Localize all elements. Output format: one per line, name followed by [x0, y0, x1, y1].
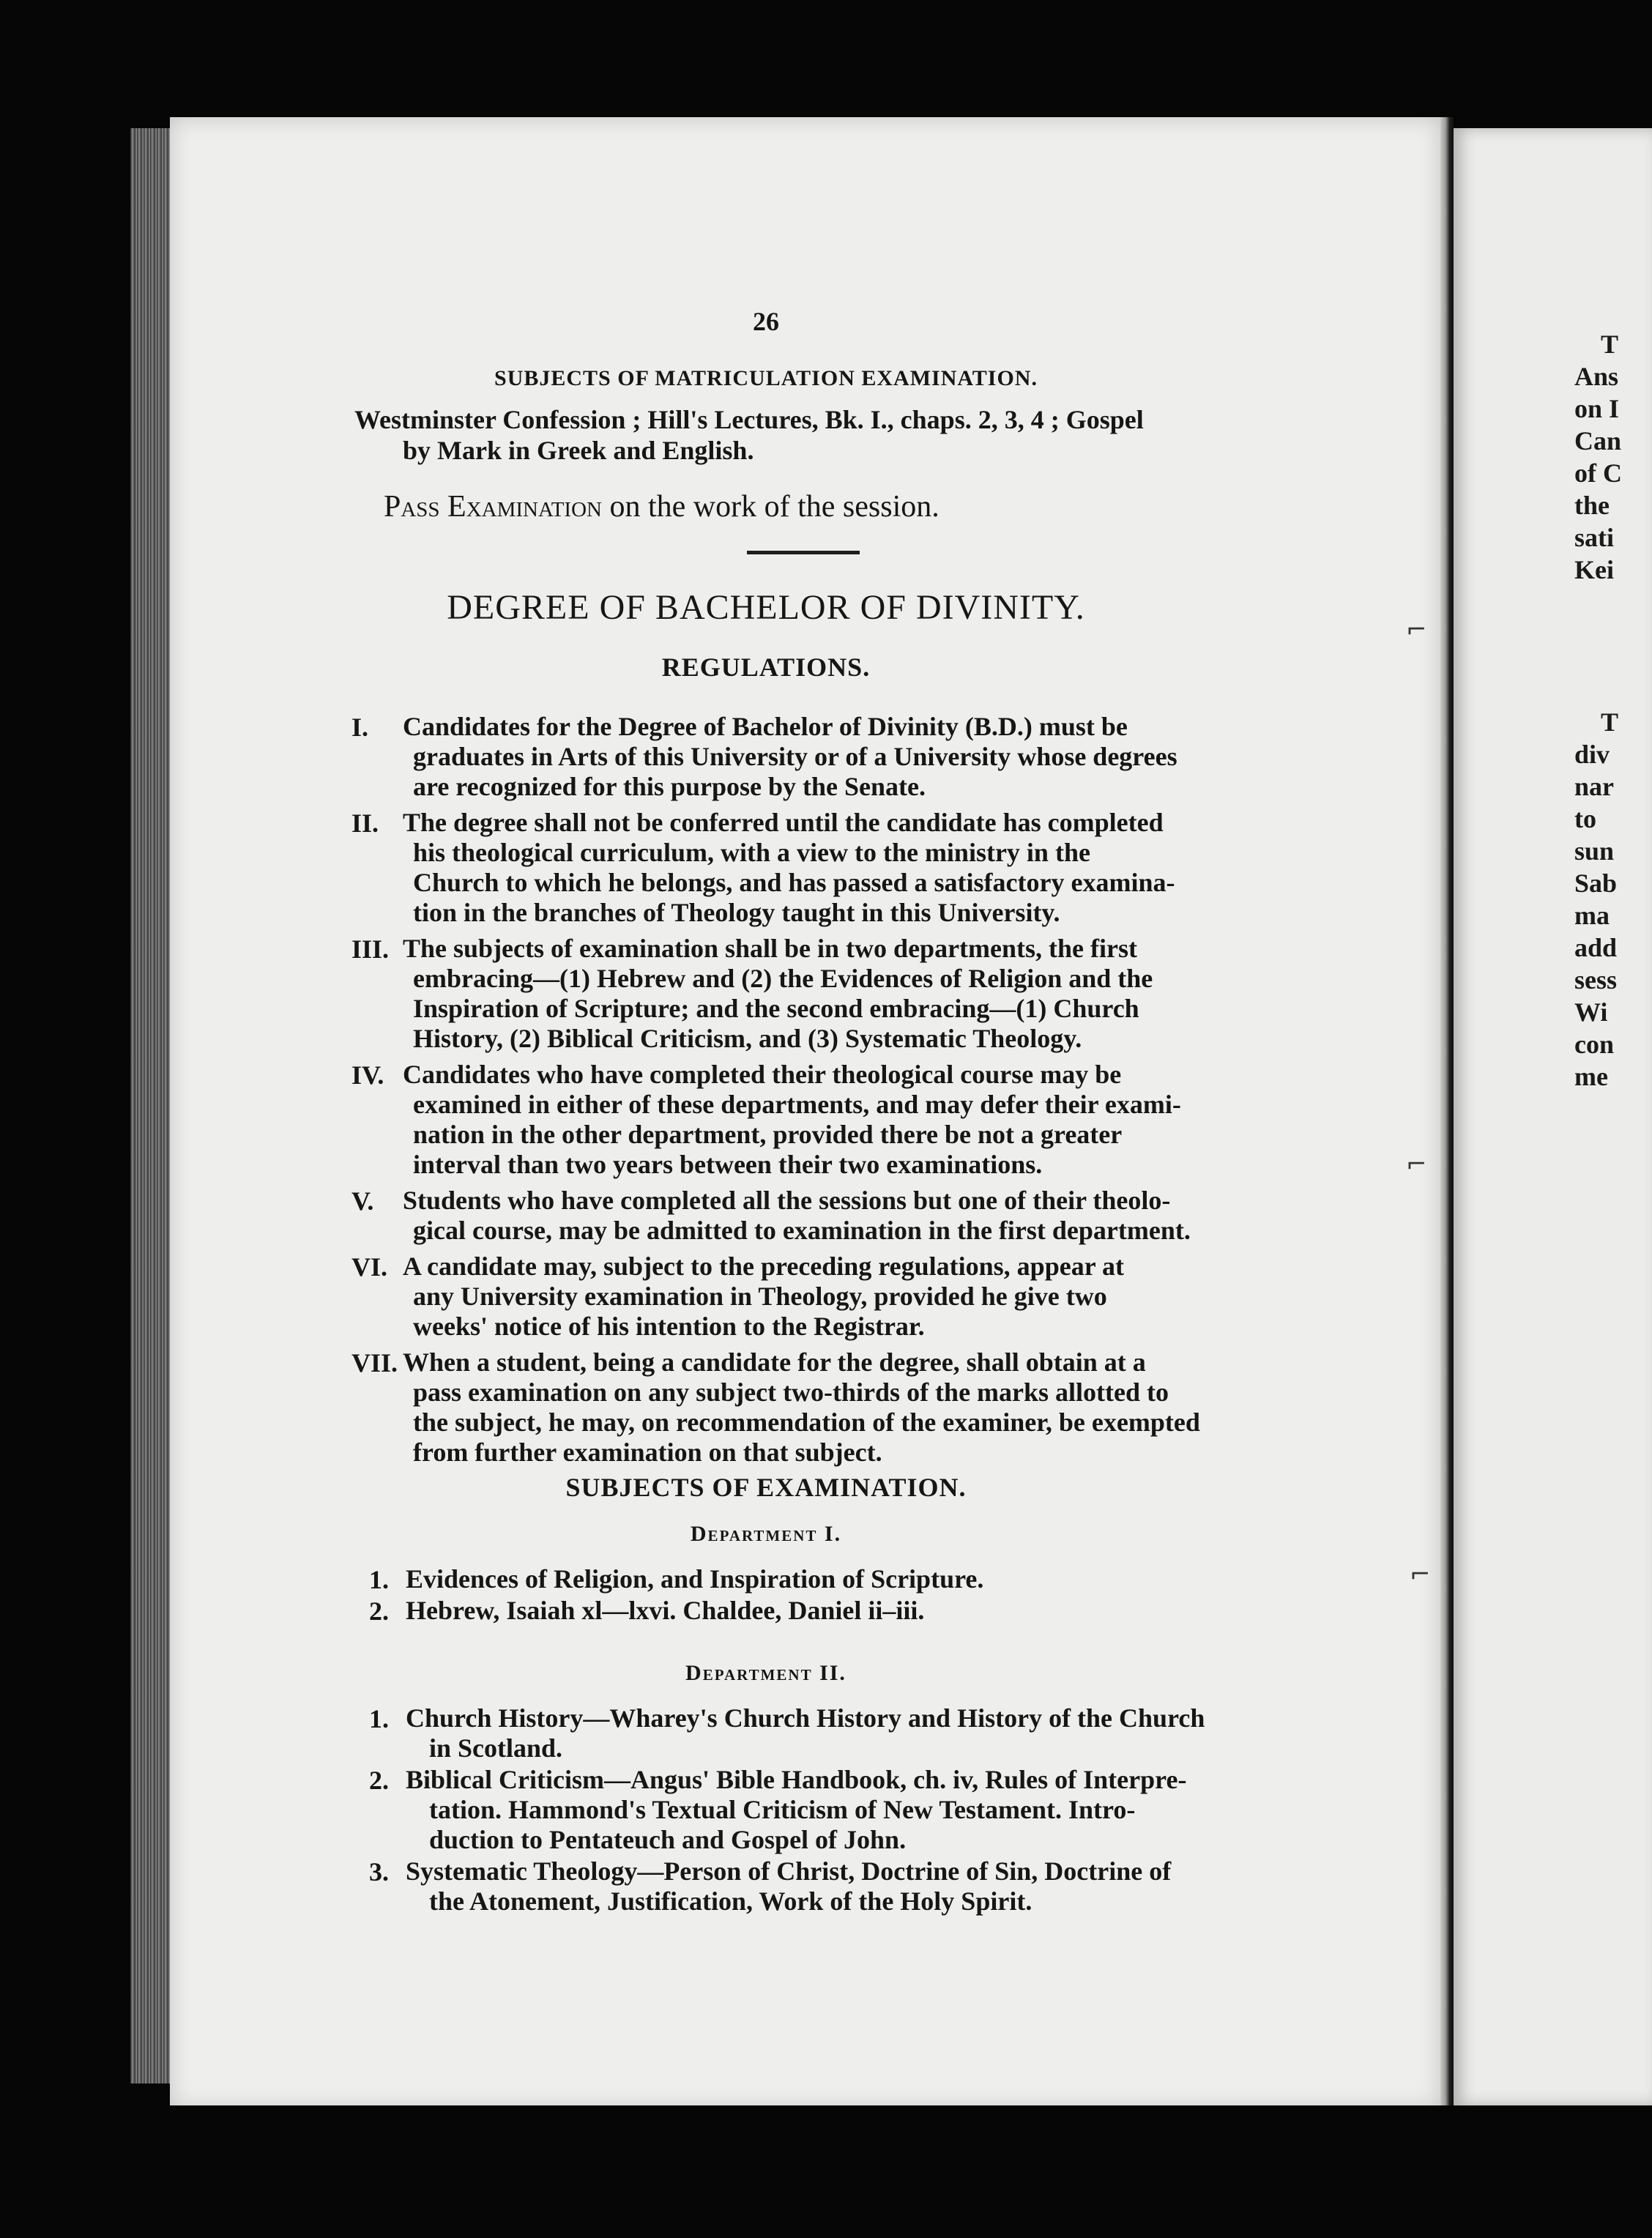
department-2-item-number: 3.	[369, 1857, 389, 1886]
regulation-line: A candidate may, subject to the preceding regulations, appear at	[403, 1252, 1125, 1281]
regulation-line: are recognized for this purpose by the Senate.	[413, 772, 926, 801]
regulations-heading: REGULATIONS.	[661, 653, 871, 682]
regulation-number: V.	[351, 1186, 374, 1216]
regulation-line: the subject, he may, on recommendation of the examiner, be exempted	[413, 1408, 1200, 1437]
scan-background	[0, 2105, 1652, 2238]
department-2-heading: Department II.	[685, 1661, 847, 1685]
facing-page-fragment: sess	[1574, 965, 1618, 995]
regulation-number: II.	[351, 808, 379, 838]
facing-page-fragment: me	[1574, 1062, 1608, 1091]
pass-examination-rest: on the work of the session.	[609, 490, 940, 524]
facing-page-fragment: add	[1574, 933, 1618, 962]
facing-page-fragment: Can	[1574, 426, 1622, 456]
facing-page-fragment: con	[1574, 1030, 1614, 1059]
margin-mark: ⌐	[1406, 1150, 1427, 1179]
regulation-number: IV.	[351, 1060, 384, 1090]
pass-examination-line	[384, 489, 940, 524]
regulation-number: I.	[351, 713, 369, 742]
pass-examination-lead: Pass Examination	[384, 490, 602, 524]
matriculation-line-1: Westminster Confession ; Hill's Lectures, Bk. I., chaps. 2, 3, 4 ; Gospel	[354, 405, 1144, 434]
facing-page-fragment: Sab	[1574, 869, 1618, 898]
regulation-line: The degree shall not be conferred until the candidate has completed	[403, 808, 1164, 837]
department-2-item-number: 2.	[369, 1766, 389, 1795]
margin-mark: ⌐	[1410, 1560, 1431, 1589]
regulation-line: Inspiration of Scripture; and the second embracing—(1) Church	[413, 994, 1139, 1023]
department-2-item-line: the Atonement, Justification, Work of the Holy Spirit.	[429, 1886, 1032, 1916]
right-page-fragment	[1454, 128, 1652, 2105]
department-2-item-line: Church History—Wharey's Church History and History of the Church	[406, 1703, 1205, 1733]
regulation-line: graduates in Arts of this University or of a University whose degrees	[413, 742, 1177, 771]
department-2-item-line: tation. Hammond's Textual Criticism of New Testament. Intro-	[429, 1795, 1136, 1824]
facing-page-fragment: T	[1601, 330, 1619, 359]
facing-page-fragment: of C	[1574, 458, 1622, 488]
facing-page-fragment: the	[1574, 491, 1610, 520]
regulation-line: Church to which he belongs, and has passed a satisfactory examina-	[413, 868, 1175, 897]
department-2-item-line: Systematic Theology—Person of Christ, Doctrine of Sin, Doctrine of	[406, 1856, 1172, 1886]
regulation-line: from further examination on that subject.	[413, 1438, 882, 1467]
regulation-line: embracing—(1) Hebrew and (2) the Evidences of Religion and the	[413, 964, 1153, 993]
matriculation-heading: SUBJECTS OF MATRICULATION EXAMINATION.	[494, 366, 1038, 390]
page-number: 26	[753, 307, 779, 336]
regulation-line: any University examination in Theology, provided he give two	[413, 1282, 1107, 1311]
regulation-number: III.	[351, 934, 390, 964]
regulation-line: weeks' notice of his intention to the Registrar.	[413, 1312, 925, 1341]
department-2-item-number: 1.	[369, 1704, 389, 1733]
regulation-line: Students who have completed all the sessions but one of their theolo-	[403, 1186, 1171, 1215]
regulation-line: Candidates who have completed their theological course may be	[403, 1060, 1122, 1089]
matriculation-line-2: by Mark in Greek and English.	[403, 436, 754, 465]
regulation-line: interval than two years between their two examinations.	[413, 1150, 1043, 1179]
facing-page-fragment: Kei	[1574, 555, 1614, 584]
subjects-heading: SUBJECTS OF EXAMINATION.	[565, 1473, 967, 1502]
book-gutter	[1440, 117, 1454, 2109]
regulation-line: Candidates for the Degree of Bachelor of Divinity (B.D.) must be	[403, 712, 1128, 741]
regulation-line: nation in the other department, provided there be not a greater	[413, 1120, 1123, 1149]
regulation-number: VI.	[351, 1252, 388, 1282]
regulation-line: History, (2) Biblical Criticism, and (3) Systematic Theology.	[413, 1024, 1082, 1053]
facing-page-fragment: Ans	[1574, 362, 1619, 391]
department-1-item-number: 2.	[369, 1596, 389, 1626]
regulation-line: his theological curriculum, with a view to the ministry in the	[413, 838, 1090, 867]
facing-page-fragment: ma	[1574, 901, 1610, 930]
facing-page-fragment: Wi	[1574, 997, 1608, 1027]
regulation-line: When a student, being a candidate for the degree, shall obtain at a	[403, 1347, 1146, 1377]
regulation-line: pass examination on any subject two-thirds of the marks allotted to	[413, 1378, 1169, 1407]
department-1-heading: Department I.	[690, 1522, 842, 1546]
degree-title: DEGREE OF BACHELOR OF DIVINITY.	[447, 588, 1085, 627]
facing-page-fragment: on I	[1574, 394, 1620, 423]
facing-page-fragment: div	[1574, 740, 1610, 769]
department-2-item-line: duction to Pentateuch and Gospel of John.	[429, 1825, 907, 1854]
facing-page-fragment: T	[1601, 707, 1619, 737]
facing-page-fragment: sati	[1574, 523, 1614, 552]
facing-page-fragment: to	[1574, 804, 1596, 833]
regulation-number: VII.	[351, 1348, 398, 1378]
regulation-line: gical course, may be admitted to examination in the first department.	[413, 1216, 1191, 1245]
department-2-item-line: in Scotland.	[429, 1733, 563, 1763]
facing-page-fragment: sun	[1574, 836, 1615, 866]
page-stack-edge	[130, 128, 174, 2083]
facing-page-fragment: nar	[1574, 772, 1614, 801]
department-1-item-line: Evidences of Religion, and Inspiration of Scripture.	[406, 1564, 984, 1594]
regulation-line: The subjects of examination shall be in two departments, the first	[403, 934, 1137, 963]
section-divider-rule	[747, 551, 860, 554]
regulation-line: tion in the branches of Theology taught in this University.	[413, 898, 1060, 927]
department-1-item-line: Hebrew, Isaiah xl—lxvi. Chaldee, Daniel ii–iii.	[406, 1596, 925, 1625]
margin-mark: ⌐	[1406, 615, 1427, 644]
department-1-item-number: 1.	[369, 1565, 389, 1594]
regulation-line: examined in either of these departments, and may defer their exami-	[413, 1090, 1181, 1119]
department-2-item-line: Biblical Criticism—Angus' Bible Handbook, ch. iv, Rules of Interpre-	[406, 1765, 1187, 1794]
